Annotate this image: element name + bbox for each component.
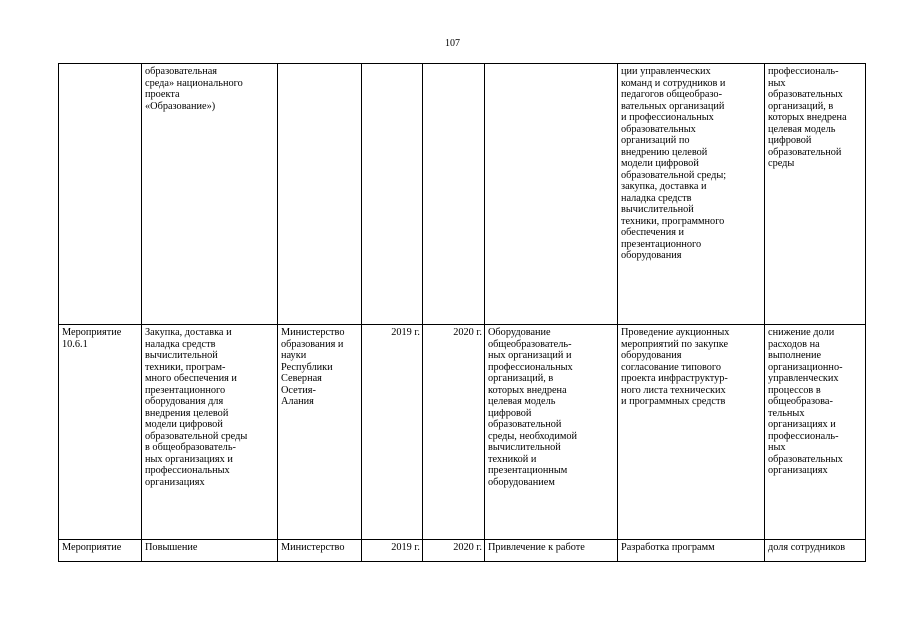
- activities-cell: ции управленческих команд и сотрудников и педагогов общеобразо- вательных организаций и профессиональных образовательных организаций по внедрению целевой модели цифровой образовательной среды; закупка, доставка и наладка средств вычислительной техники, программного обеспечения и презентационного оборудования: [618, 64, 765, 325]
- expected-result-cell: [485, 64, 618, 325]
- indicator-cell: доля сотрудников: [765, 540, 866, 562]
- measure-code-cell: Мероприятие: [59, 540, 142, 562]
- end-year-cell: 2020 г.: [423, 540, 485, 562]
- responsible-cell: [278, 64, 362, 325]
- indicator-cell: снижение доли расходов на выполнение организационно- управленческих процессов в общеобразова- тельных организациях и профессиональ- ных образовательных организациях: [765, 325, 866, 540]
- measure-name-cell: образовательная среда» национального проекта «Образование»): [142, 64, 278, 325]
- activities-cell: Разработка программ: [618, 540, 765, 562]
- end-year-cell: [423, 64, 485, 325]
- measures-table: [58, 63, 866, 562]
- measure-name-cell: Закупка, доставка и наладка средств вычислительной техники, програм- много обеспечения и презентационного оборудования для внедрения целевой модели цифровой образовательной среды в общеобразователь- ных организациях и профессиональных организациях: [142, 325, 278, 540]
- measure-code-cell: Мероприятие 10.6.1: [59, 325, 142, 540]
- start-year-cell: 2019 г.: [362, 540, 423, 562]
- table-row: [59, 325, 866, 540]
- table-row: [59, 540, 866, 562]
- expected-result-cell: Привлечение к работе: [485, 540, 618, 562]
- start-year-cell: 2019 г.: [362, 325, 423, 540]
- measure-name-cell: Повышение: [142, 540, 278, 562]
- expected-result-cell: Оборудование общеобразователь- ных организаций и профессиональных организаций, в которых внедрена целевая модель цифровой образовательной среды, необходимой вычислительной техникой и презентационным оборудованием: [485, 325, 618, 540]
- table-row: [59, 64, 866, 325]
- start-year-cell: [362, 64, 423, 325]
- activities-cell: Проведение аукционных мероприятий по закупке оборудования согласование типового проекта инфраструктур- ного листа технических и программных средств: [618, 325, 765, 540]
- indicator-cell: профессиональ- ных образовательных организаций, в которых внедрена целевая модель цифровой образовательной среды: [765, 64, 866, 325]
- measure-code-cell: [59, 64, 142, 325]
- responsible-cell: Министерство образования и науки Республики Северная Осетия- Алания: [278, 325, 362, 540]
- responsible-cell: Министерство: [278, 540, 362, 562]
- end-year-cell: 2020 г.: [423, 325, 485, 540]
- page-number: 107: [445, 38, 460, 49]
